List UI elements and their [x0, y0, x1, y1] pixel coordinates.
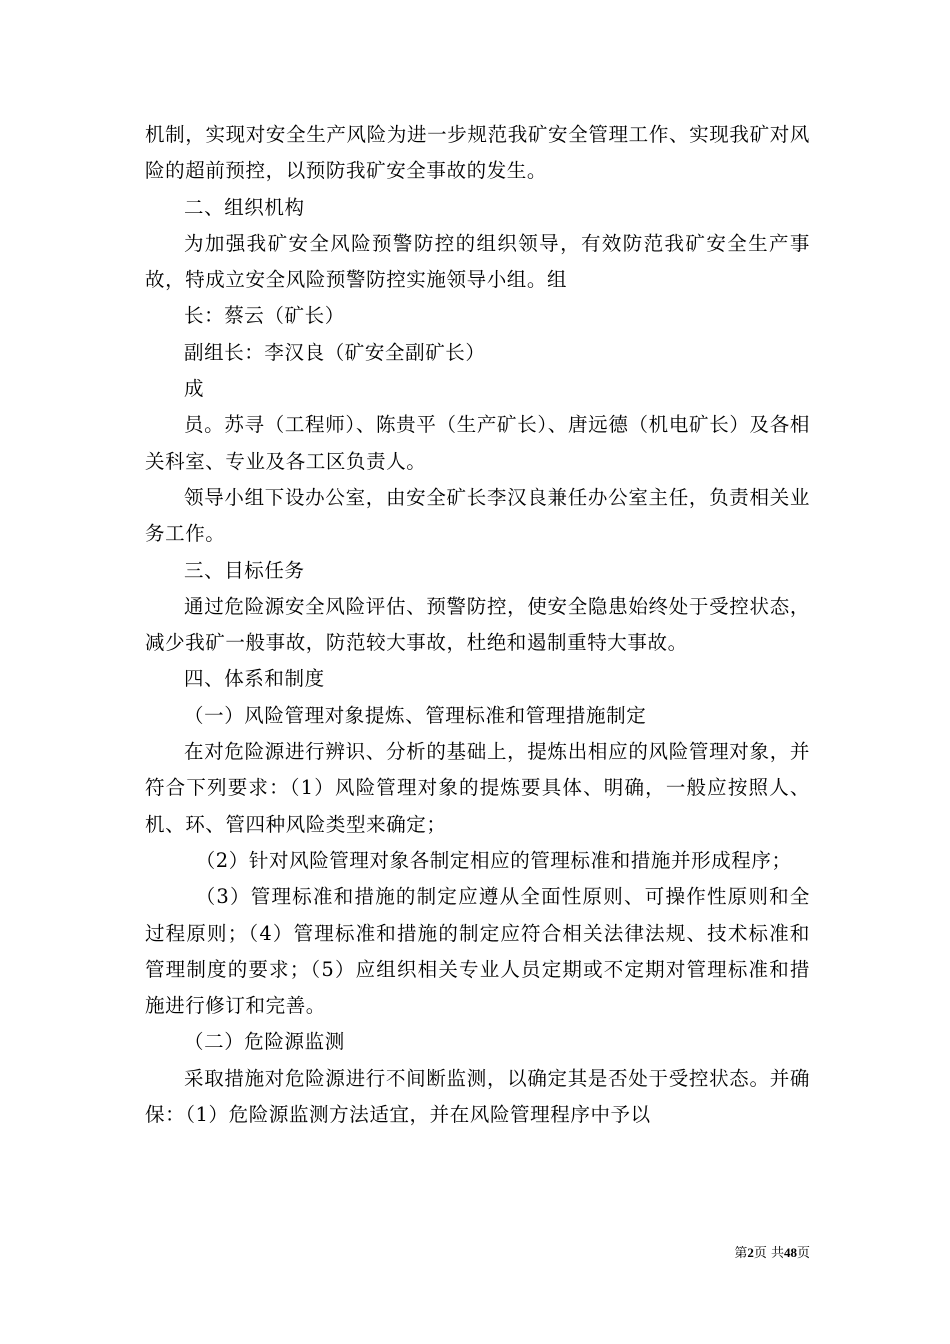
body-paragraph: 通过危险源安全风险评估、预警防控，使安全隐患始终处于受控状态，减少我矿一般事故，防范较大事故，杜绝和遏制重特大事故。: [145, 594, 810, 655]
body-paragraph: 为加强我矿安全风险预警防控的组织领导，有效防范我矿安全生产事故，特成立安全风险预警防控实施领导小组。组: [145, 231, 810, 292]
body-paragraph: 在对危险源进行辨识、分析的基础上，提炼出相应的风险管理对象，并符合下列要求：（1）风险管理对象的提炼要具体、明确，一般应按照人、机、环、管四种风险类型来确定；: [145, 740, 810, 836]
footer-suffix: 页: [796, 1246, 810, 1261]
footer-page-number: 2: [747, 1245, 754, 1260]
body-paragraph: （3）管理标准和措施的制定应遵从全面性原则、可操作性原则和全过程原则；（4）管理标准和措施的制定应符合相关法律法规、技术标准和管理制度的要求；（5）应组织相关专业人员定期或不定期对管理标准和措施进行修订和完善。: [145, 885, 810, 1018]
body-paragraph: 长：蔡云（矿长）: [184, 304, 345, 328]
body-paragraph: 四、体系和制度: [184, 667, 325, 691]
footer-prefix: 第: [734, 1246, 748, 1261]
body-paragraph: （二）危险源监测: [184, 1030, 345, 1054]
page-footer: [645, 1244, 810, 1263]
footer-total-pages: 48: [783, 1245, 797, 1260]
body-paragraph: （一）风险管理对象提炼、管理标准和管理措施制定: [184, 703, 647, 727]
body-paragraph: （2）针对风险管理对象各制定相应的管理标准和措施并形成程序；: [195, 848, 792, 872]
body-paragraph: 二、组织机构: [184, 195, 305, 219]
body-paragraph: 三、目标任务: [184, 558, 305, 582]
footer-middle: 页 共: [753, 1246, 784, 1261]
body-paragraph: 员。苏寻（工程师）、陈贵平（生产矿长）、唐远德（机电矿长）及各相关科室、专业及各工区负责人。: [145, 413, 810, 473]
document-body: [145, 117, 810, 1133]
body-paragraph: 采取措施对危险源进行不间断监测，以确定其是否处于受控状态。并确保：（1）危险源监测方法适宜，并在风险管理程序中予以: [145, 1066, 810, 1127]
body-paragraph: 成: [184, 377, 205, 401]
body-paragraph: 领导小组下设办公室，由安全矿长李汉良兼任办公室主任，负责相关业务工作。: [145, 485, 810, 546]
body-paragraph: 副组长：李汉良（矿安全副矿长）: [184, 340, 486, 364]
body-paragraph: 机制，实现对安全生产风险为进一步规范我矿安全管理工作、实现我矿对风险的超前预控，以预防我矿安全事故的发生。: [145, 123, 810, 183]
